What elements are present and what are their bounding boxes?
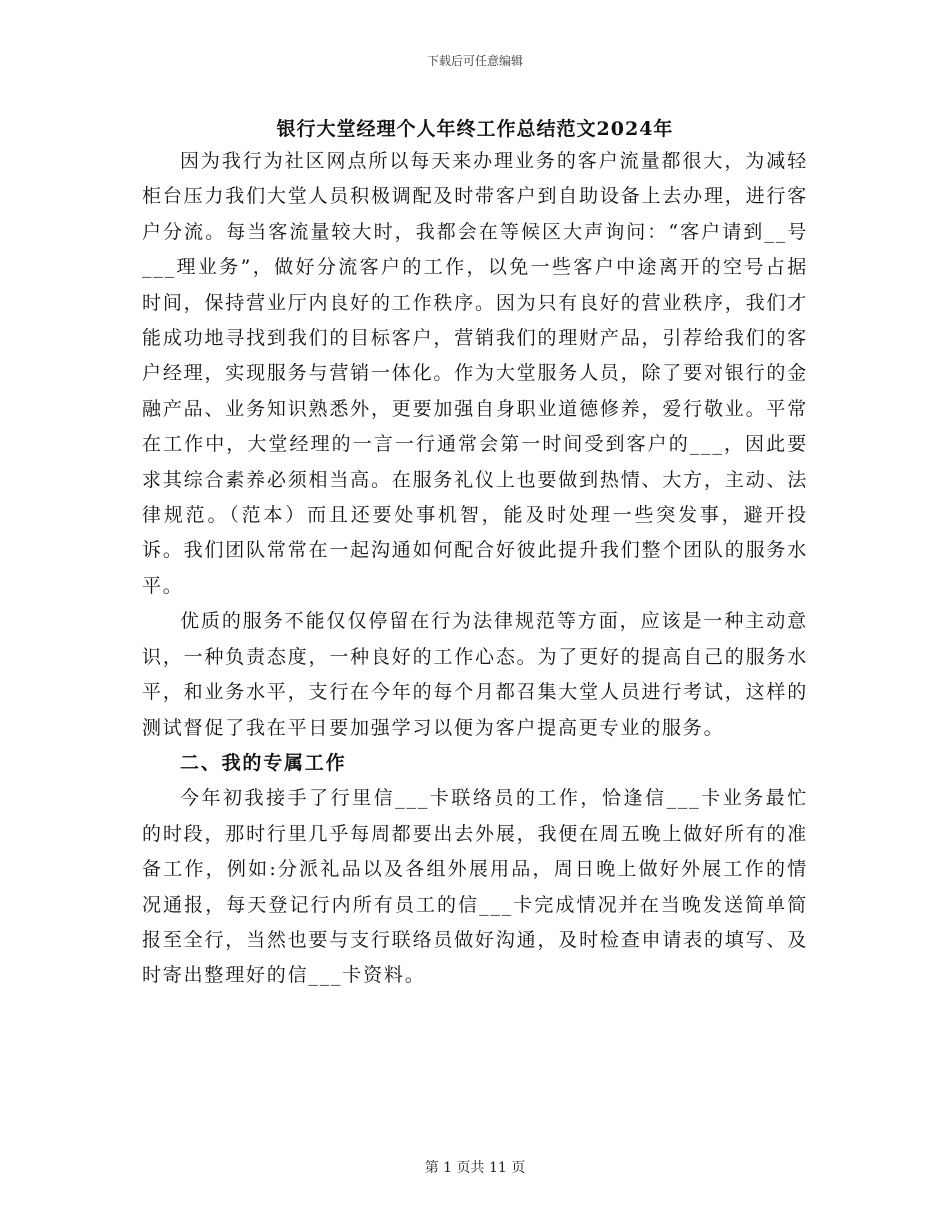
header-note: 下载后可任意编辑 <box>426 54 523 68</box>
body-paragraph-1: 因为我行为社区网点所以每天来办理业务的客户流量都很大，为减轻柜台压力我们大堂人员积极调配及时带客户到自助设备上去办理，进行客户分流。每当客流量较大时，我都会在等候区大声询问：“客户请到__号___理业务”，做好分流客户的工作，以免一些客户中途离开的空号占据时间，保持营业厅内良好的工作秩序。因为只有良好的营业秩序，我们才能成功地寻找到我们的目标客户，营销我们的理财产品，引荐给我们的客户经理，实现服务与营销一体化。作为大堂服务人员，除了要对银行的金融产品、业务知识熟悉外，更要加强自身职业道德修养，爱行敬业。平常在工作中，大堂经理的一言一行通常会第一时间受到客户的___，因此要求其综合素养必须相当高。在服务礼仪上也要做到热情、大方，主动、法律规范。（范本）而且还要处事机智，能及时处理一些突发事，避开投诉。我们团队常常在一起沟通如何配合好彼此提升我们整个团队的服务水平。 <box>142 150 808 597</box>
document-body <box>142 144 808 994</box>
section-paragraph-1: 今年初我接手了行里信___卡联络员的工作，恰逢信___卡业务最忙的时段，那时行里几乎每周都要出去外展，我便在周五晚上做好所有的准备工作，例如:分派礼品以及各组外展用品，周日晚上做好外展工作的情况通报，每天登记行内所有员工的信___卡完成情况并在当晚发送简单简报至全行，当然也要与支行联络员做好沟通，及时检查申请表的填写、及时寄出整理好的信___卡资料。 <box>142 787 808 987</box>
document-title: 银行大堂经理个人年终工作总结范文2024年 <box>276 118 674 140</box>
section-heading: 二、我的专属工作 <box>180 751 347 774</box>
page-number: 第 1 页共 11 页 <box>424 1160 526 1176</box>
body-paragraph-2: 优质的服务不能仅仅停留在行为法律规范等方面，应该是一种主动意识，一种负责态度，一种良好的工作心态。为了更好的提高自己的服务水平，和业务水平，支行在今年的每个月都召集大堂人员进行考试，这样的测试督促了我在平日要加强学习以便为客户提高更专业的服务。 <box>142 610 808 739</box>
